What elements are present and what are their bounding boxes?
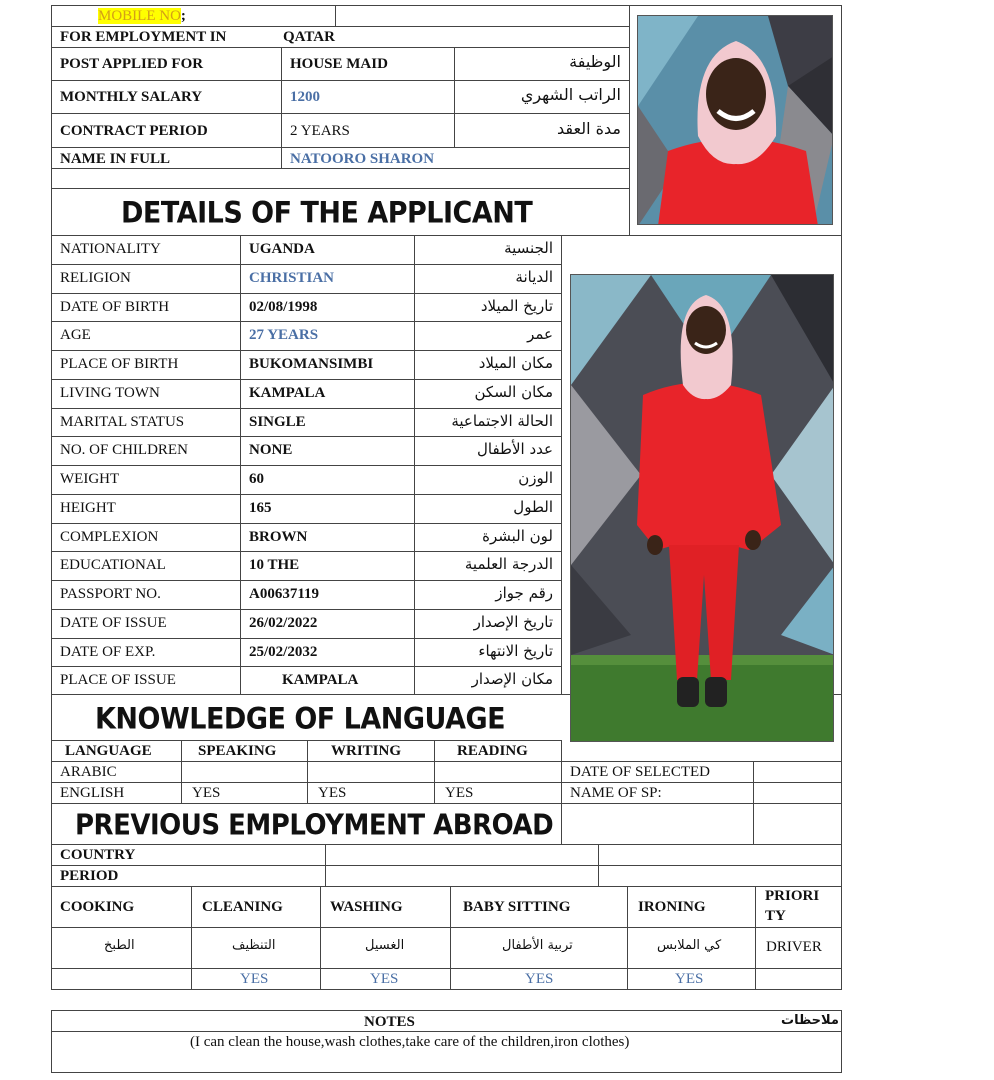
skill-baby-sitting: BABY SITTING — [463, 899, 571, 915]
skill-cleaning-ar: التنظيف — [232, 938, 276, 953]
skill-baby-sitting-value: YES — [525, 971, 554, 987]
detail-value: 165 — [249, 499, 272, 516]
notes-text: (I can clean the house,wash clothes,take care of the children,iron clothes) — [190, 1034, 630, 1050]
detail-label: DATE OF EXP. — [60, 643, 156, 660]
applicant-headshot — [637, 15, 833, 225]
detail-label-ar: الدرجة العلمية — [464, 555, 553, 574]
detail-label: RELIGION — [60, 269, 131, 286]
detail-label: NO. OF CHILDREN — [60, 442, 188, 459]
detail-label-ar: الوزن — [518, 469, 553, 487]
mobile-label: MOBILE NO; — [98, 8, 186, 24]
salary-value: 1200 — [290, 89, 320, 105]
salary-ar: الراتب الشهري — [520, 85, 621, 104]
detail-value: BROWN — [249, 528, 308, 545]
lang-header-speaking: SPEAKING — [198, 743, 277, 759]
detail-label-ar: تاريخ الإصدار — [473, 612, 553, 631]
lang-header-language: LANGUAGE — [65, 743, 152, 759]
detail-label-ar: عدد الأطفال — [477, 440, 553, 459]
detail-value: 27 YEARS — [249, 327, 319, 344]
detail-value: SINGLE — [249, 413, 306, 430]
lang-english-speaking: YES — [192, 785, 221, 801]
detail-value: 60 — [249, 471, 264, 487]
detail-label-ar: الجنسية — [504, 239, 553, 257]
detail-label-ar: مكان السكن — [474, 382, 553, 401]
priority-label-1: PRIORI — [765, 888, 820, 904]
skill-cooking-ar: الطبخ — [104, 938, 135, 953]
detail-label: PASSPORT NO. — [60, 586, 161, 602]
skill-ironing-ar: كي الملابس — [657, 938, 722, 953]
priority-value: DRIVER — [766, 939, 822, 955]
employment-value: QATAR — [283, 29, 335, 45]
detail-label: DATE OF ISSUE — [60, 614, 167, 631]
post-label: POST APPLIED FOR — [60, 56, 204, 72]
detail-label: WEIGHT — [60, 471, 120, 487]
skill-washing-value: YES — [370, 971, 399, 987]
skill-cleaning-value: YES — [240, 971, 269, 987]
name-sp-label: NAME OF SP: — [570, 785, 662, 801]
name-label: NAME IN FULL — [60, 151, 171, 167]
country-label: COUNTRY — [60, 847, 136, 863]
lang-english-writing: YES — [318, 785, 347, 801]
skill-cooking: COOKING — [60, 899, 135, 915]
date-selected-label: DATE OF SELECTED — [570, 764, 710, 780]
contract-value: 2 YEARS — [290, 123, 350, 139]
detail-value: 26/02/2022 — [249, 614, 318, 631]
detail-label-ar: تاريخ الانتهاء — [478, 641, 553, 660]
notes-label-ar: ملاحظات — [781, 1013, 839, 1028]
salary-label: MONTHLY SALARY — [60, 89, 203, 105]
detail-value: BUKOMANSIMBI — [249, 356, 374, 372]
detail-label-ar: عمر — [527, 325, 553, 344]
detail-label: NATIONALITY — [60, 241, 161, 257]
detail-label-ar: رقم جواز — [495, 584, 553, 602]
detail-label-ar: الحالة الاجتماعية — [451, 411, 553, 430]
contract-label: CONTRACT PERIOD — [60, 123, 208, 139]
skill-cleaning: CLEANING — [202, 899, 283, 915]
detail-value: NONE — [249, 442, 293, 459]
lang-header-writing: WRITING — [331, 743, 402, 759]
applicant-full-photo — [570, 274, 834, 742]
skill-ironing-value: YES — [675, 971, 704, 987]
detail-value: KAMPALA — [249, 384, 326, 401]
detail-value: 02/08/1998 — [249, 298, 318, 315]
detail-label: AGE — [60, 327, 91, 344]
post-ar: الوظيفة — [569, 52, 621, 71]
detail-label: HEIGHT — [60, 499, 116, 516]
skill-ironing: IRONING — [638, 899, 706, 915]
detail-value: 25/02/2032 — [249, 643, 318, 660]
priority-label-2: TY — [765, 908, 786, 924]
detail-label: LIVING TOWN — [60, 384, 160, 401]
lang-header-reading: READING — [457, 743, 528, 759]
name-value: NATOORO SHARON — [290, 151, 435, 167]
detail-label-ar: لون البشرة — [482, 526, 553, 545]
detail-value: KAMPALA — [282, 672, 359, 689]
detail-label: PLACE OF BIRTH — [60, 356, 179, 372]
lang-row-english: ENGLISH — [60, 785, 125, 801]
detail-label: DATE OF BIRTH — [60, 298, 170, 315]
detail-label-ar: الطول — [513, 497, 553, 516]
detail-value: UGANDA — [249, 241, 315, 257]
employment-label: FOR EMPLOYMENT IN — [60, 29, 227, 45]
skill-washing-ar: الغسيل — [365, 938, 405, 953]
detail-label: MARITAL STATUS — [60, 413, 185, 430]
skill-washing: WASHING — [330, 899, 403, 915]
skill-baby-sitting-ar: تربية الأطفال — [502, 938, 573, 953]
detail-label-ar: الديانة — [515, 267, 553, 286]
notes-label: NOTES — [364, 1014, 415, 1030]
contract-ar: مدة العقد — [557, 119, 621, 138]
detail-value: CHRISTIAN — [249, 269, 335, 286]
detail-value: 10 THE — [249, 557, 300, 574]
lang-row-arabic: ARABIC — [60, 764, 117, 780]
detail-label: EDUCATIONAL — [60, 557, 166, 574]
detail-label: PLACE OF ISSUE — [60, 672, 176, 689]
detail-label-ar: تاريخ الميلاد — [480, 296, 553, 315]
period-label: PERIOD — [60, 868, 119, 884]
detail-value: A00637119 — [249, 586, 320, 602]
post-value: HOUSE MAID — [290, 56, 388, 72]
language-title: KNOWLEDGE OF LANGUAGE — [95, 702, 506, 737]
previous-title: PREVIOUS EMPLOYMENT ABROAD — [75, 809, 554, 843]
lang-english-reading: YES — [445, 785, 474, 801]
detail-label-ar: مكان الميلاد — [478, 354, 553, 372]
detail-label-ar: مكان الإصدار — [471, 670, 553, 689]
detail-label: COMPLEXION — [60, 528, 159, 545]
applicant-title: DETAILS OF THE APPLICANT — [121, 196, 533, 231]
